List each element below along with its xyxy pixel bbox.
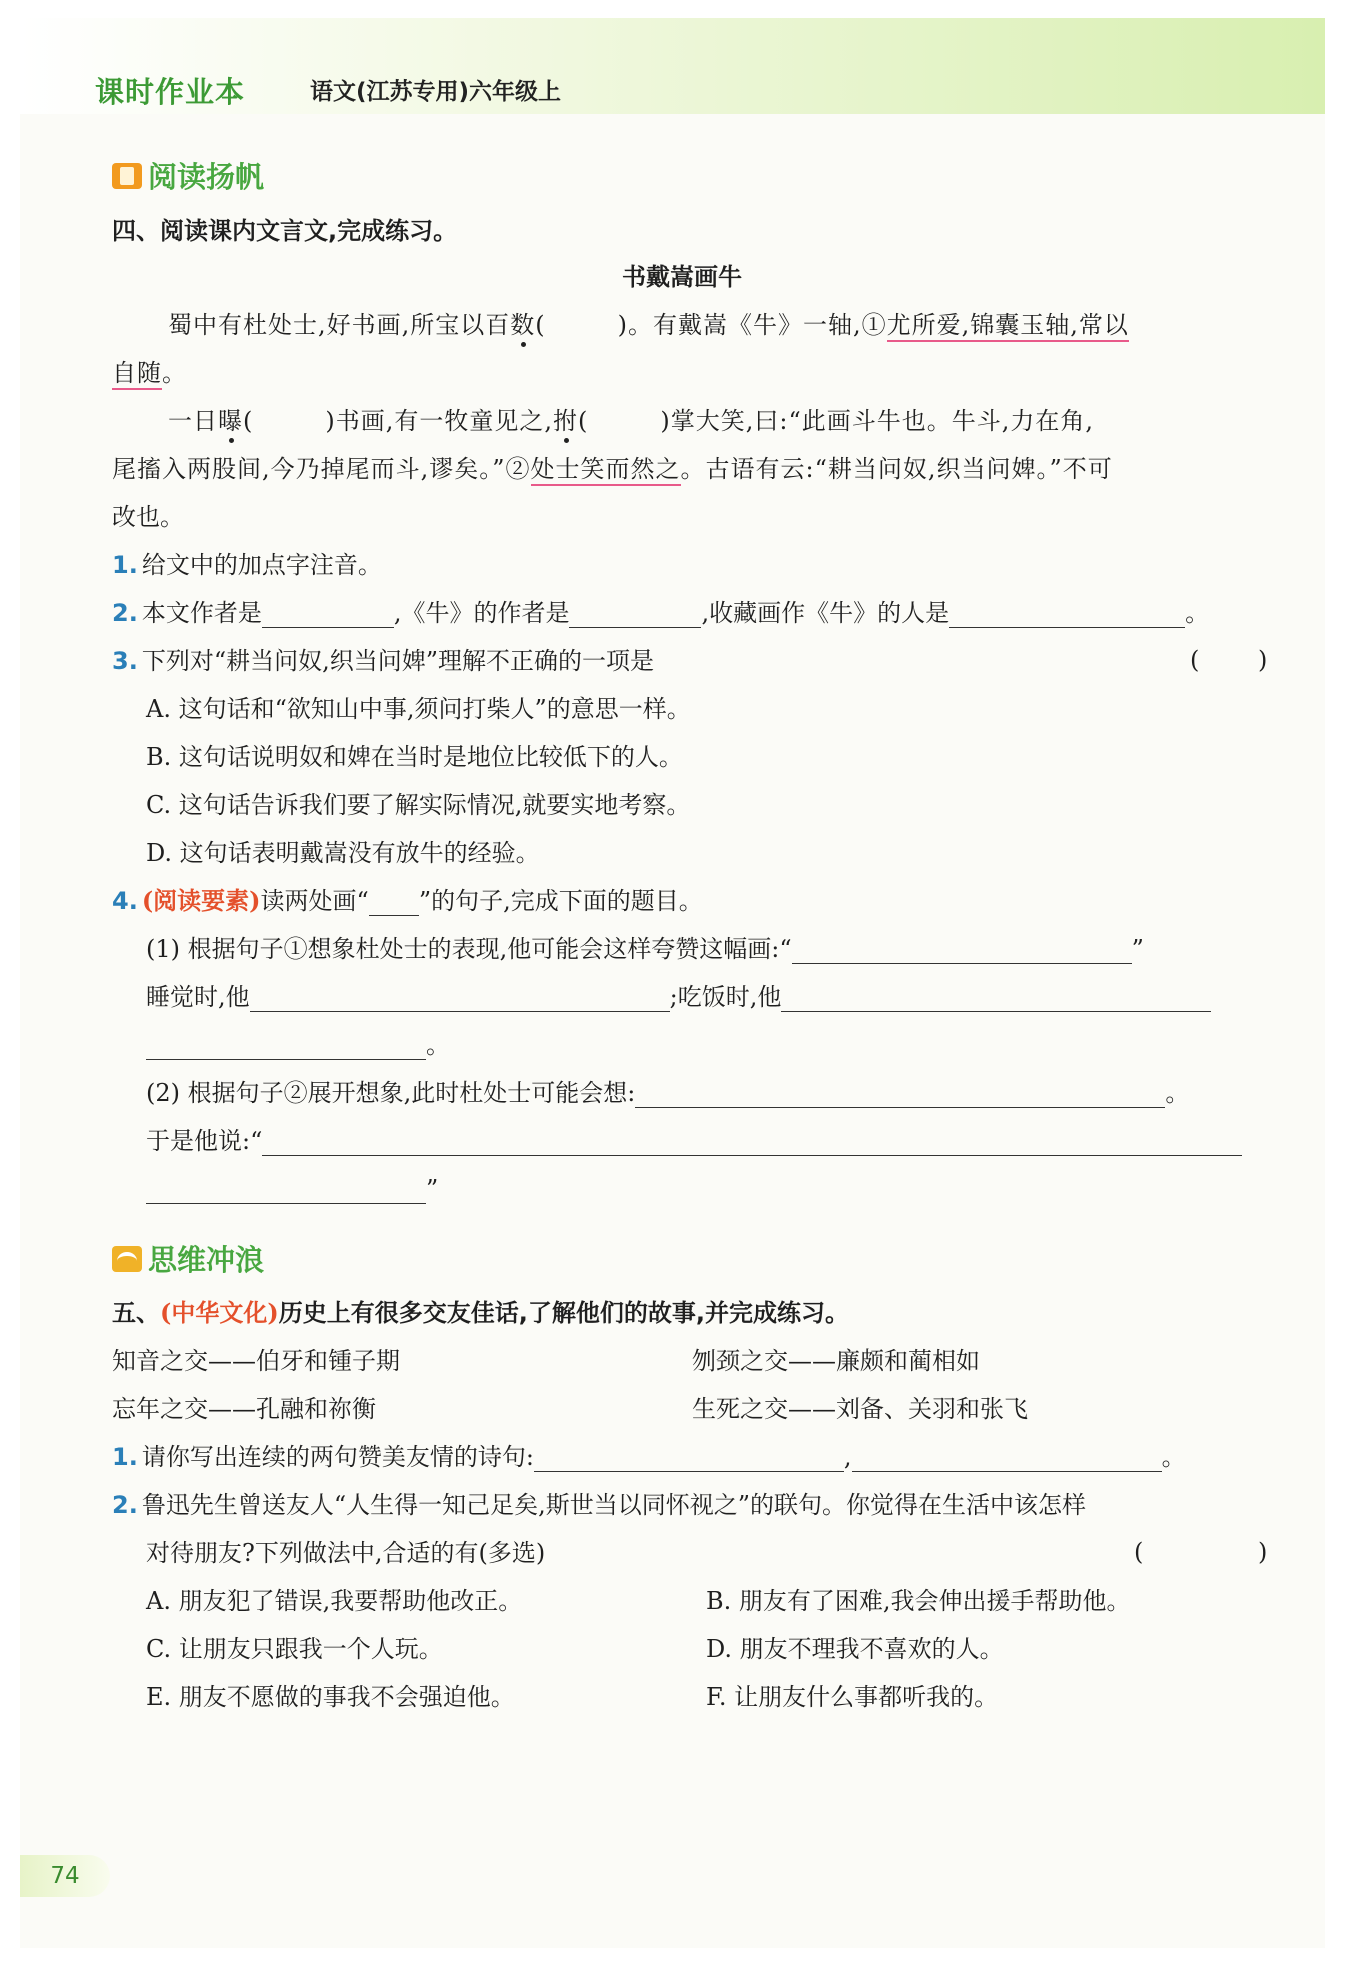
- q5-item-2-line2: 对待朋友?下列做法中,合适的有(多选): [146, 1539, 546, 1567]
- q5-option-f: F. 让朋友什么事都听我的。: [706, 1683, 999, 1711]
- q4-option-c: C. 这句话告诉我们要了解实际情况,就要实地考察。: [146, 791, 691, 819]
- answer-paren-right: ): [1258, 646, 1268, 674]
- passage-line-5: 改也。: [112, 503, 184, 531]
- q4-item-4-2-line2: 于是他说:“: [146, 1126, 1242, 1156]
- q5-item-2: 2. 鲁迅先生曾送友人“人生得一知己足矣,斯世当以同怀视之”的联句。你觉得在生活中该怎样: [112, 1491, 1086, 1519]
- answer-blank[interactable]: [792, 941, 1132, 964]
- section-thinking: [112, 1238, 264, 1279]
- friendship-pair-4: 生死之交——刘备、关羽和张飞: [692, 1395, 1028, 1423]
- q5-option-a: A. 朋友犯了错误,我要帮助他改正。: [146, 1587, 523, 1615]
- q5-option-b: B. 朋友有了困难,我会伸出援手帮助他。: [706, 1587, 1131, 1615]
- passage-line-3: 一日曝( )书画,有一牧童见之,拊( )掌大笑,曰:“此画斗牛也。牛斗,力在角,: [168, 407, 1094, 435]
- passage-line-2: 自随。: [112, 358, 187, 388]
- answer-blank[interactable]: [146, 1037, 426, 1060]
- q4-item-4-1: (1) 根据句子①想象杜处士的表现,他可能会这样夸赞这幅画:“ ”: [146, 935, 1144, 963]
- section-reading: [112, 155, 264, 196]
- answer-paren-left: (: [1190, 646, 1200, 674]
- q5-heading: 五、(中华文化)历史上有很多交友佳话,了解他们的故事,并完成练习。: [112, 1298, 849, 1327]
- wave-icon: [112, 1246, 142, 1272]
- q5-option-e: E. 朋友不愿做的事我不会强迫他。: [146, 1683, 515, 1711]
- answer-blank[interactable]: [949, 605, 1185, 628]
- q4-item-4: 4. (阅读要素)读两处画“ ”的句子,完成下面的题目。: [112, 886, 703, 915]
- answer-blank[interactable]: [781, 989, 1211, 1012]
- page-number: 74: [20, 1855, 110, 1897]
- q4-option-a: A. 这句话和“欲知山中事,须问打柴人”的意思一样。: [146, 695, 691, 723]
- friendship-pair-3: 忘年之交——孔融和祢衡: [112, 1395, 376, 1423]
- q4-item-4-1-line3: 。: [146, 1030, 450, 1060]
- underline-sample: [369, 895, 419, 916]
- answer-blank[interactable]: [635, 1085, 1165, 1108]
- q4-item-4-2: (2) 根据句子②展开想象,此时杜处士可能会想: 。: [146, 1079, 1190, 1107]
- q4-item-3: 3. 下列对“耕当问奴,织当问婢”理解不正确的一项是: [112, 647, 654, 675]
- answer-blank[interactable]: [146, 1181, 426, 1204]
- section-thinking-title: 思维冲浪: [148, 1243, 265, 1277]
- answer-blank[interactable]: [534, 1449, 844, 1472]
- q5-option-d: D. 朋友不理我不喜欢的人。: [706, 1635, 1004, 1663]
- q4-item-4-2-line3: ”: [146, 1174, 438, 1204]
- section-reading-title: 阅读扬帆: [148, 160, 265, 194]
- passage-title: 书戴嵩画牛: [622, 263, 742, 291]
- friendship-pair-1: 知音之交——伯牙和锺子期: [112, 1347, 400, 1375]
- q4-item-4-1-line2: 睡觉时,他 ;吃饭时,他: [146, 982, 1211, 1012]
- q4-option-b: B. 这句话说明奴和婢在当时是地位比较低下的人。: [146, 743, 683, 771]
- passage-line-1: 蜀中有杜处士,好书画,所宝以百数( )。有戴嵩《牛》一轴,①尤所爱,锦囊玉轴,常以: [168, 310, 1129, 340]
- answer-blank[interactable]: [852, 1449, 1162, 1472]
- q4-item-1: 1. 给文中的加点字注音。: [112, 551, 382, 579]
- q5-item-1: 1. 请你写出连续的两句赞美友情的诗句: , 。: [112, 1443, 1186, 1471]
- answer-blank[interactable]: [262, 605, 394, 628]
- answer-blank[interactable]: [250, 989, 670, 1012]
- q5-option-c: C. 让朋友只跟我一个人玩。: [146, 1635, 443, 1663]
- subject-title: 语文(江苏专用)六年级上: [310, 79, 562, 105]
- q4-option-d: D. 这句话表明戴嵩没有放牛的经验。: [146, 839, 540, 867]
- q4-heading: 四、阅读课内文言文,完成练习。: [112, 217, 458, 245]
- q4-item-2: 2. 本文作者是 ,《牛》的作者是 ,收藏画作《牛》的人是 。: [112, 599, 1210, 627]
- brand-title: 课时作业本: [95, 75, 246, 109]
- answer-blank[interactable]: [262, 1133, 1242, 1156]
- passage-line-4: 尾搐入两股间,今乃掉尾而斗,谬矣。”②处士笑而然之。古语有云:“耕当问奴,织当问婢。”不可: [112, 454, 1113, 484]
- book-icon: [112, 163, 142, 189]
- answer-paren-right: ): [1258, 1538, 1268, 1566]
- friendship-pair-2: 刎颈之交——廉颇和蔺相如: [692, 1347, 980, 1375]
- answer-blank[interactable]: [569, 605, 701, 628]
- answer-paren-left: (: [1134, 1538, 1144, 1566]
